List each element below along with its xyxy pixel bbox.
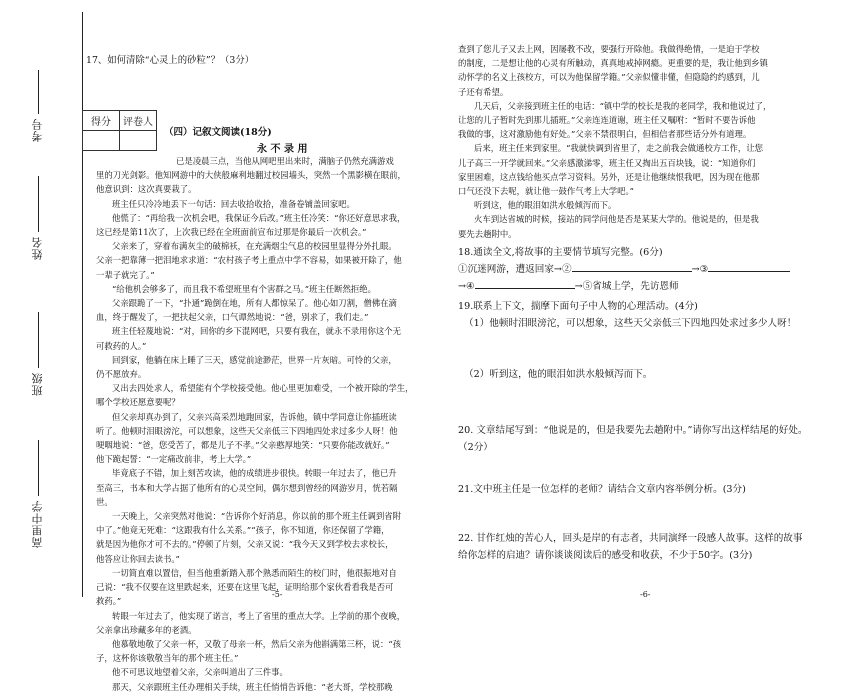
story-paragraph: 的制度，二是想让他的心灵有所触动，真真地戒掉网瘾。更重要的是，我让他到乡镇 bbox=[458, 58, 768, 69]
question-20 bbox=[458, 422, 838, 456]
q18-prompt: 18.通读全文,将故事的主要情节填写完整。(6分) bbox=[458, 247, 663, 258]
story-paragraph: 世。 bbox=[96, 496, 113, 507]
q18-line-2 bbox=[458, 278, 838, 295]
q18-blank-4[interactable] bbox=[475, 278, 575, 289]
story-paragraph: 让您的儿子暂时先到那儿插班。”父亲连连道谢，班主任又嘱咐：“暂时不要告诉他 bbox=[458, 115, 756, 126]
story-paragraph: 班主任只冷冷地丢下一句话：回去收拾收拾，准备卷铺盖回家吧。 bbox=[112, 198, 355, 209]
question-19 bbox=[458, 298, 838, 332]
story-paragraph: 毕竟底子不错，加上刻苦攻读，他的成绩进步很快。转眼一年过去了，他已升 bbox=[112, 468, 397, 479]
score-table bbox=[82, 110, 157, 151]
q19-sentence-2 bbox=[464, 366, 652, 383]
banji-label: 班级 bbox=[31, 372, 44, 396]
story-paragraph: 可救药的人。” bbox=[96, 340, 147, 351]
story-paragraph: 儿子高三一开学就回来。”父亲感激涕零，班主任又掏出五百块钱，说：“知道你们 bbox=[458, 157, 756, 168]
question-21 bbox=[458, 481, 746, 498]
story-paragraph: 哽咽地说：“爸，您受苦了，都是儿子不孝。”父亲憨厚地笑：“只要你能改就好。” bbox=[96, 440, 390, 451]
story-paragraph: 子，这杯你该敬敬当年的那个班主任。” bbox=[96, 653, 239, 664]
page-number-right: -6- bbox=[640, 590, 651, 599]
grader-cell-label: 评卷人 bbox=[120, 111, 157, 131]
q20-line-1: 20. 文章结尾写到：“他说是的，但是我要先去趟附中。”请你写出这样结尾的好处。 bbox=[458, 425, 808, 436]
story-paragraph: 我做的事，这对激励他有好处。”父亲不禁很明白，但相信者那些话分外有道理。 bbox=[458, 129, 752, 140]
q19-sentence-2-text: （2）听到这，他的眼泪如洪水般倾泻而下。 bbox=[464, 369, 653, 380]
story-paragraph: 父亲一把靠薄一把泪地求求道：“农村孩子考上重点中学不容易，如果被开除了，他 bbox=[96, 255, 402, 266]
story-paragraph: 中了。”他竟无死难：“这跟我有什么关系。”“孩子，你不知道，你还保留了学籍， bbox=[96, 525, 390, 536]
q19-prompt: 19.联系上下文，揣摩下面句子中人物的心理活动。(4分) bbox=[458, 301, 698, 312]
story-paragraph: 血，终于醒发了，一把扶起父亲，口气谭然地说：“爸，别求了，我们走。” bbox=[96, 312, 369, 323]
story-paragraph: 转眼一年过去了，他实现了诺言，考上了省里的重点大学。上学前的那个夜晚， bbox=[112, 610, 406, 621]
story-paragraph: 救药。” bbox=[96, 596, 122, 607]
story-paragraph: 几天后，父亲接到班主任的电话：“镇中学的校长是我的老同学，我和他说过了， bbox=[474, 100, 772, 111]
story-paragraph: 那天，父亲跟班主任办理相关手续，班主任悄悄告诉他：“老大哥，学校那晚 bbox=[112, 681, 393, 692]
q18-step-4: →④ bbox=[458, 281, 475, 292]
school-line bbox=[38, 440, 39, 496]
story-paragraph: 里的刀光剑影。他知网游中的大侠般麻利地翻过校园墙头，突然一个黑影横在眼前， bbox=[96, 170, 406, 181]
school-label: 高里中学 bbox=[31, 500, 44, 548]
story-text-right bbox=[458, 42, 798, 241]
kaohao-line bbox=[38, 70, 39, 114]
story-paragraph: 后来，班主任来到家里。“我就快调到省里了，走之前我会做通校方工作，让您 bbox=[474, 143, 764, 154]
story-paragraph: 但父亲却真办到了，父亲兴高采烈地跑回家，告诉他，镇中学同意让你插班读 bbox=[112, 411, 397, 422]
story-paragraph: 火车到达省城的时候，接站的同学问他是否是某某大学的。他说是的，但是我 bbox=[474, 214, 759, 225]
story-paragraph: 一辈子就完了。” bbox=[96, 269, 155, 280]
story-paragraph: 他慌了：“再给我一次机会吧，我保证今后改。”班主任冷笑：“你还好意思求我， bbox=[112, 212, 406, 223]
story-paragraph: 他意识到：这次真要栽了。 bbox=[96, 184, 197, 195]
page-number-left: -5- bbox=[272, 590, 283, 599]
q19-sentence-1: （1）他顿时泪眼滂沱，可以想象，这些天父亲低三下四地四处求过多少人呀！ bbox=[464, 318, 797, 329]
q21-text: 21.文中班主任是一位怎样的老师？请结合文章内容举例分析。(3分) bbox=[458, 484, 746, 495]
score-input-cell[interactable] bbox=[83, 131, 120, 151]
story-paragraph: 动怀学的名义上孩校方，可以为他保留学籍。”父亲似懂非懂，但隐隐约约感到，儿 bbox=[458, 72, 760, 83]
story-paragraph: 子还有希望。 bbox=[458, 86, 509, 97]
section-heading: （四）记叙文阅读(18分) bbox=[164, 127, 272, 138]
story-paragraph: 一天晚上，父亲突然对他说：“告诉你个好消息，你以前的那个班主任调到省附 bbox=[112, 511, 402, 522]
story-paragraph: 他答应让你回去读书。” bbox=[96, 553, 180, 564]
story-paragraph: 家里困难，这点钱给他买点学习资料。另外，还是让他继续恨我吧，因为现在他那 bbox=[458, 171, 760, 182]
story-paragraph: 哪个学校还愿意要呢？ bbox=[96, 397, 180, 408]
story-paragraph: 他慕敬地敬了父亲一杯，又敬了母亲一杯，然后父亲为他斟满第三杯，说：“孩 bbox=[112, 638, 402, 649]
question-22 bbox=[458, 530, 838, 564]
score-cell-label: 得分 bbox=[83, 111, 120, 131]
story-paragraph: 听了。他顿时泪眼滂沱，可以想象，这些天父亲低三下四地四处求过多少人呀！他 bbox=[96, 425, 398, 436]
xingming-line bbox=[38, 176, 39, 232]
xingming-label: 姓名 bbox=[31, 236, 44, 260]
q22-line-2: 给你怎样的启迪？请你谈谈阅读后的感受和收获，不少于50字。(3分) bbox=[458, 550, 753, 561]
question-17: 17、如何清除“心灵上的砂粒”？（3分） bbox=[86, 55, 255, 66]
story-paragraph: 他下跪起誓：“一定痛改前非，考上大学。” bbox=[96, 454, 252, 465]
story-paragraph: 父亲跟跪了一下，“扑通”跪倒在地，所有人都惊呆了。他心如刀割，僧佛在滴 bbox=[112, 298, 397, 309]
story-paragraph: 又出去四处求人，希望能有个学校接受他。他心里更加难受，一个被开除的学生， bbox=[112, 383, 414, 394]
story-paragraph: “给他机会够多了，而且我不希望班里有个害群之马。”班主任断然拒绝。 bbox=[112, 283, 376, 294]
kaohao-label: 考号 bbox=[31, 118, 44, 142]
story-paragraph: 父亲拿出珍藏多年的老酒。 bbox=[96, 624, 197, 635]
story-paragraph: 这已经是第11次了，上次我已经在全班面前宣布过那是你最后一次机会。” bbox=[96, 227, 367, 238]
q20-line-2: （2分） bbox=[458, 442, 493, 453]
story-title: 永 不 录 用 bbox=[257, 144, 308, 155]
story-text-left bbox=[96, 154, 442, 694]
q18-line-1 bbox=[458, 261, 838, 278]
story-paragraph: 听到这，他的眼泪如洪水般倾泻而下。 bbox=[474, 200, 617, 211]
q18-blank-3[interactable] bbox=[708, 261, 790, 272]
q18-step-1-2: ①沉迷网游，遭返回家→② bbox=[458, 264, 572, 275]
story-paragraph: 一切简直难以置信，但当他重新踏入那个熟悉而陌生的校门时，他很振地对自 bbox=[112, 567, 397, 578]
story-paragraph: 班主任轻蔑地说：“对，回你的乡下混网吧，只要有我在，就永不录用你这个无 bbox=[112, 326, 402, 337]
q18-step-3: →③ bbox=[691, 264, 709, 275]
story-paragraph: 己说：“我不仅要在这里跌起来，还要在这里飞起，证明给那个家伙看看我是否可 bbox=[96, 582, 394, 593]
q18-blank-2[interactable] bbox=[572, 261, 692, 272]
story-paragraph: 查到了您儿子又去上网，因屡教不改，要强行开除他。我做得绝情，一是迫于学校 bbox=[458, 44, 760, 54]
story-paragraph: 父亲来了，穿着布满灰尘的破棉袄，在充满烟尘气息的校园里显得分外扎眼。 bbox=[112, 241, 397, 252]
story-paragraph: 口气还没下去呢，就让他一鼓作气考上大学吧。” bbox=[458, 186, 634, 197]
story-paragraph: 就是因为他你才可不去的。”停顿了片刻，父亲又说：“我今天又到学校去求校长， bbox=[96, 539, 394, 550]
story-paragraph: 仍不愿放弃。 bbox=[96, 369, 147, 380]
story-paragraph: 已是凌晨三点，当他从网吧里出来时，满脑子仍然充满游戏 bbox=[176, 156, 394, 166]
banji-line bbox=[38, 312, 39, 368]
story-paragraph: 至高三，书本和大学占据了他所有的心灵空间，偶尔想到曾经的网游岁月，恍若隔 bbox=[96, 482, 398, 493]
story-paragraph: 要先去趟附中。 bbox=[458, 228, 517, 239]
story-paragraph: 他不可思议地望着父亲，父亲叫道出了三件事。 bbox=[112, 667, 288, 678]
q18-step-5: →⑤省城上学，先访恩师 bbox=[574, 281, 679, 292]
grader-input-cell[interactable] bbox=[120, 131, 157, 151]
story-paragraph: 回到家，他躺在床上睡了三天，感觉前途渺茫，世界一片灰暗。可怜的父亲， bbox=[112, 354, 397, 365]
question-18 bbox=[458, 244, 838, 295]
q22-line-1: 22. 甘作红烛的苦心人，回头是岸的有志者，共同演绎一段感人故事。这样的故事 bbox=[458, 533, 803, 544]
binding-line bbox=[82, 12, 83, 597]
